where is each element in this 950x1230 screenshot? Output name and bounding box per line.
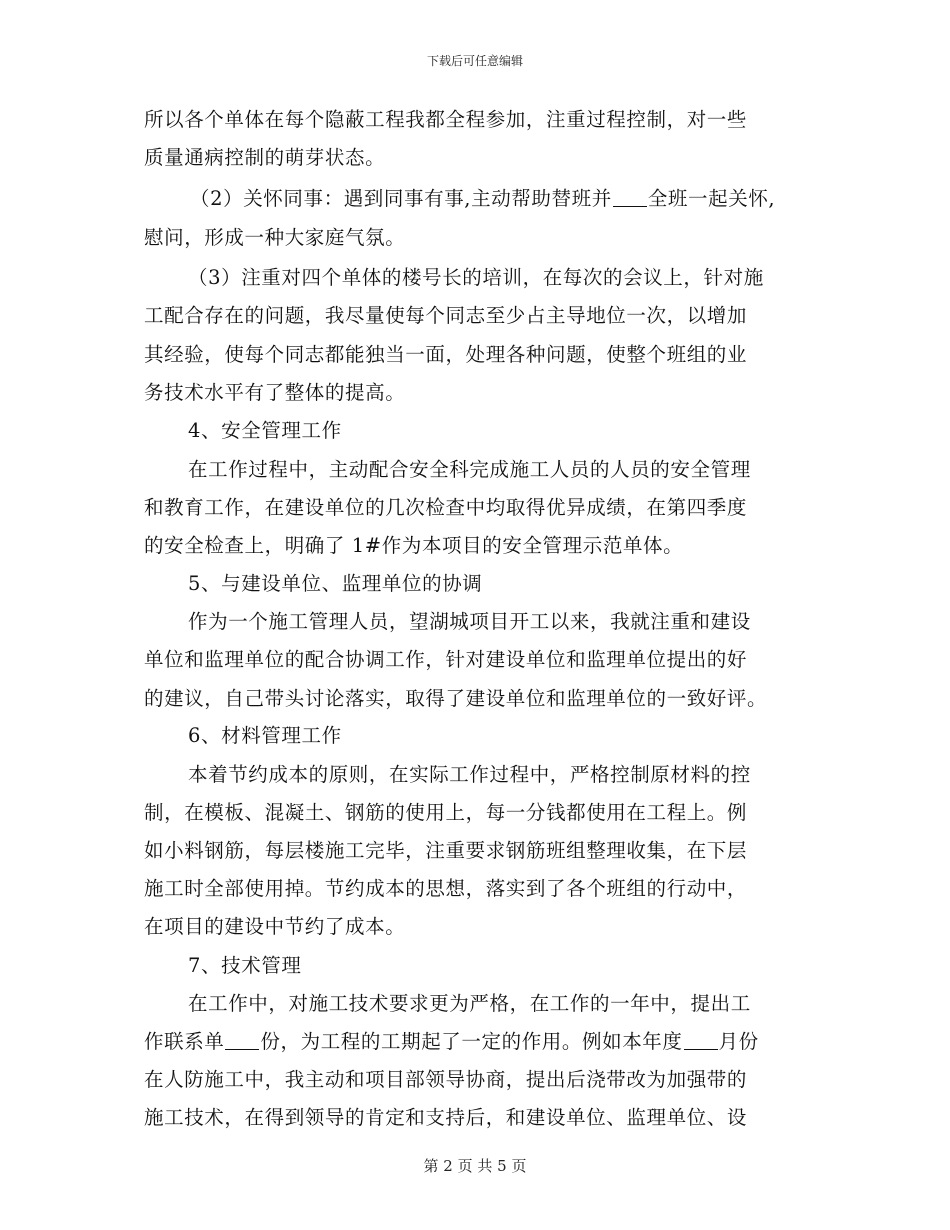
text-line (144, 803, 747, 823)
text-line (188, 268, 764, 288)
text-line (144, 1032, 759, 1052)
fill-in-blank (684, 1032, 718, 1050)
text-segment: 质量通病控制的萌芽状态。 (144, 146, 386, 169)
text-line (144, 841, 747, 861)
text-line (188, 765, 751, 785)
text-segment: 全班一起关怀, (647, 187, 776, 210)
text-segment: 本着节约成本的原则，在实际工作过程中，严格控制原材料的控 (188, 763, 751, 786)
text-line (144, 498, 747, 518)
text-segment: 务技术水平有了整体的提高。 (144, 381, 406, 404)
text-line (188, 421, 342, 441)
text-line (144, 1070, 747, 1090)
text-segment: 所以各个单体在每个隐蔽工程我都全程参加，注重过程控制，对一些 (144, 108, 748, 131)
text-line (144, 110, 747, 130)
text-segment: 的建议，自己带头讨论落实，取得了建设单位和监理单位的一致好评。 (144, 687, 768, 710)
text-segment: 5、与建设单位、监理单位的协调 (188, 572, 483, 595)
text-line (188, 726, 342, 746)
text-segment: 如小料钢筋，每层楼施工完毕，注重要求钢筋班组整理收集，在下层 (144, 839, 748, 862)
text-line (144, 917, 405, 937)
text-line (188, 612, 751, 632)
text-segment: 在项目的建设中节约了成本。 (144, 915, 406, 938)
text-segment: 施工技术，在得到领导的肯定和支持后，和建设单位、监理单位、设 (144, 1106, 748, 1129)
page-header: 下载后可任意编辑 (426, 54, 523, 68)
text-segment: 慰问，形成一种大家庭气氛。 (144, 226, 406, 249)
text-segment: 在工作过程中，主动配合安全科完成施工人员的人员的安全管理 (188, 458, 751, 481)
text-line (144, 689, 767, 709)
text-segment: 作为一个施工管理人员，望湖城项目开工以来，我就注重和建设 (188, 610, 751, 633)
text-segment: 6、材料管理工作 (188, 724, 342, 747)
page-footer: 第 2 页 共 5 页 (423, 1157, 527, 1175)
fill-in-blank (613, 189, 647, 207)
text-line (188, 994, 751, 1014)
text-segment: 在工作中，对施工技术要求更为严格，在工作的一年中，提出工 (188, 992, 751, 1015)
text-line (144, 306, 747, 326)
text-line (144, 383, 405, 403)
text-segment: 的安全检查上，明确了 1#作为本项目的安全管理示范单体。 (144, 534, 684, 557)
text-line (188, 460, 751, 480)
text-line (144, 228, 405, 248)
text-line (144, 650, 747, 670)
text-line (188, 956, 302, 976)
text-segment: 月份 (718, 1030, 759, 1053)
text-segment: 制，在模板、混凝土、钢筋的使用上，每一分钱都使用在工程上。例 (144, 801, 748, 824)
text-line (144, 345, 747, 365)
fill-in-blank (225, 1032, 259, 1050)
text-segment: 7、技术管理 (188, 954, 302, 977)
text-line (190, 189, 775, 209)
text-segment: 作联系单 (144, 1030, 225, 1053)
text-line (144, 148, 385, 168)
text-segment: 在人防施工中，我主动和项目部领导协商，提出后浇带改为加强带的 (144, 1068, 748, 1091)
text-segment: 和教育工作，在建设单位的几次检查中均取得优异成绩，在第四季度 (144, 496, 748, 519)
text-segment: 工配合存在的问题，我尽量使每个同志至少占主导地位一次，以增加 (144, 304, 748, 327)
text-line (188, 574, 482, 594)
text-segment: 单位和监理单位的配合协调工作，针对建设单位和监理单位提出的好 (144, 648, 748, 671)
text-line (144, 879, 747, 899)
text-segment: 份，为工程的工期起了一定的作用。例如本年度 (260, 1030, 683, 1053)
text-line (144, 1108, 747, 1128)
text-segment: 4、安全管理工作 (188, 419, 342, 442)
text-segment: （3）注重对四个单体的楼号长的培训，在每次的会议上，针对施 (188, 266, 764, 289)
text-segment: （2）关怀同事：遇到同事有事,主动帮助替班并 (190, 187, 612, 210)
text-segment: 其经验，使每个同志都能独当一面，处理各种问题，使整个班组的业 (144, 343, 748, 366)
text-line (144, 536, 683, 556)
text-segment: 施工时全部使用掉。节约成本的思想，落实到了各个班组的行动中， (144, 877, 748, 900)
